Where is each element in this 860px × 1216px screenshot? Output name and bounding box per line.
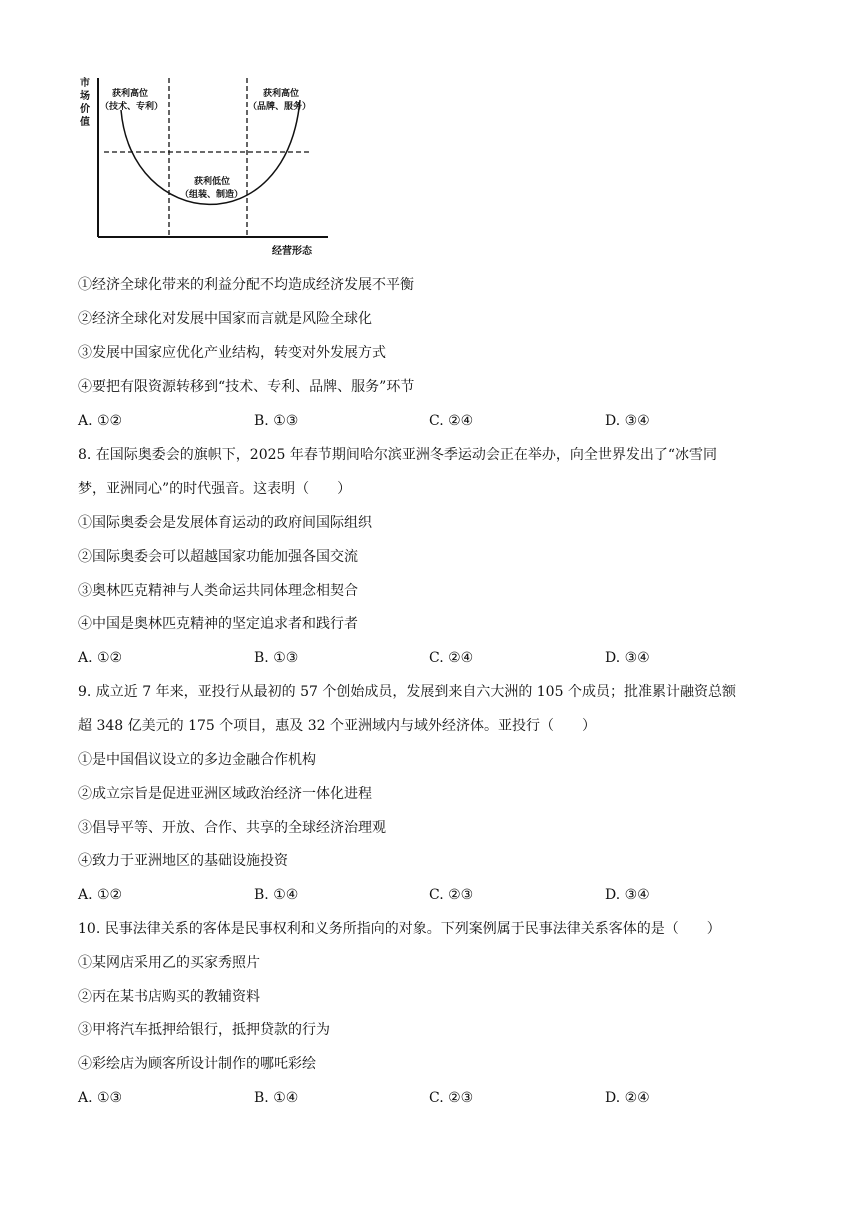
q7-option-d[interactable]: D. ③④: [605, 413, 650, 429]
q10-item-4: ④彩绘店为顾客所设计制作的哪吒彩绘: [78, 1056, 316, 1072]
q8-item-1: ①国际奥委会是发展体育运动的政府间国际组织: [78, 515, 372, 531]
q10-option-b[interactable]: B. ①④: [254, 1090, 299, 1106]
q9-stem-line-1: 9. 成立近 7 年来，亚投行从最初的 57 个创始成员，发展到来自六大洲的 105 个成员；批准累计融资总额: [78, 684, 736, 700]
q7-item-4: ④要把有限资源转移到“技术、专利、品牌、服务”环节: [78, 379, 415, 395]
q7-item-2: ②经济全球化对发展中国家而言就是风险全球化: [78, 311, 372, 327]
q8-item-2: ②国际奥委会可以超越国家功能加强各国交流: [78, 549, 358, 565]
q9-item-4: ④致力于亚洲地区的基础设施投资: [78, 853, 288, 869]
right-high-sub: （品牌、服务）: [248, 102, 312, 112]
left-high-label: 获利高位: [112, 89, 149, 99]
q9-item-3: ③倡导平等、开放、合作、共享的全球经济治理观: [78, 820, 386, 836]
q10-item-2: ②丙在某书店购买的教辅资料: [78, 989, 260, 1005]
q8-stem-line-1: 8. 在国际奥委会的旗帜下，2025 年春节期间哈尔滨亚洲冬季运动会正在举办，向全世界发出了“冰雪同: [78, 447, 718, 463]
q7-item-3: ③发展中国家应优化产业结构，转变对外发展方式: [78, 345, 386, 361]
q9-stem-line-2: 超 348 亿美元的 175 个项目，惠及 32 个亚洲域内与域外经济体。亚投行（ ）: [78, 718, 596, 734]
q7-option-b[interactable]: B. ①③: [254, 413, 299, 429]
low-label: 获利低位: [194, 177, 231, 187]
y-axis-label-3: 价: [80, 104, 90, 115]
q9-option-a[interactable]: A. ①②: [78, 887, 123, 903]
left-high-sub: （技术、专利）: [100, 102, 164, 112]
y-axis-label-4: 值: [80, 117, 90, 128]
q10-option-d[interactable]: D. ②④: [605, 1090, 650, 1106]
q8-option-a[interactable]: A. ①②: [78, 650, 123, 666]
q9-option-d[interactable]: D. ③④: [605, 887, 650, 903]
q8-item-3: ③奥林匹克精神与人类命运共同体理念相契合: [78, 583, 358, 599]
q8-option-b[interactable]: B. ①③: [254, 650, 299, 666]
q7-option-c[interactable]: C. ②④: [429, 413, 474, 429]
q9-item-1: ①是中国倡议设立的多边金融合作机构: [78, 752, 316, 768]
q8-stem-line-2: 梦，亚洲同心”的时代强音。这表明（ ）: [78, 481, 352, 497]
q8-option-c[interactable]: C. ②④: [429, 650, 474, 666]
q10-option-a[interactable]: A. ①③: [78, 1090, 123, 1106]
x-axis-label: 经营形态: [272, 246, 312, 257]
q10-stem-line-1: 10. 民事法律关系的客体是民事权利和义务所指向的对象。下列案例属于民事法律关系客体的是（ ）: [78, 921, 721, 937]
q9-item-2: ②成立宗旨是促进亚洲区域政治经济一体化进程: [78, 786, 372, 802]
smile-curve-figure: [76, 70, 336, 260]
q7-option-a[interactable]: A. ①②: [78, 413, 123, 429]
smile-curve-svg: [76, 70, 336, 260]
q8-item-4: ④中国是奥林匹克精神的坚定追求者和践行者: [78, 616, 358, 632]
q10-item-1: ①某网店采用乙的买家秀照片: [78, 955, 260, 971]
q10-option-c[interactable]: C. ②③: [429, 1090, 474, 1106]
q9-option-b[interactable]: B. ①④: [254, 887, 299, 903]
q8-option-d[interactable]: D. ③④: [605, 650, 650, 666]
low-sub: （组装、制造）: [180, 190, 244, 200]
right-high-label: 获利高位: [263, 89, 300, 99]
q7-item-1: ①经济全球化带来的利益分配不均造成经济发展不平衡: [78, 277, 414, 293]
q10-item-3: ③甲将汽车抵押给银行，抵押贷款的行为: [78, 1022, 330, 1038]
y-axis-label-2: 场: [80, 91, 90, 102]
q9-option-c[interactable]: C. ②③: [429, 887, 474, 903]
y-axis-label-1: 市: [80, 78, 90, 89]
